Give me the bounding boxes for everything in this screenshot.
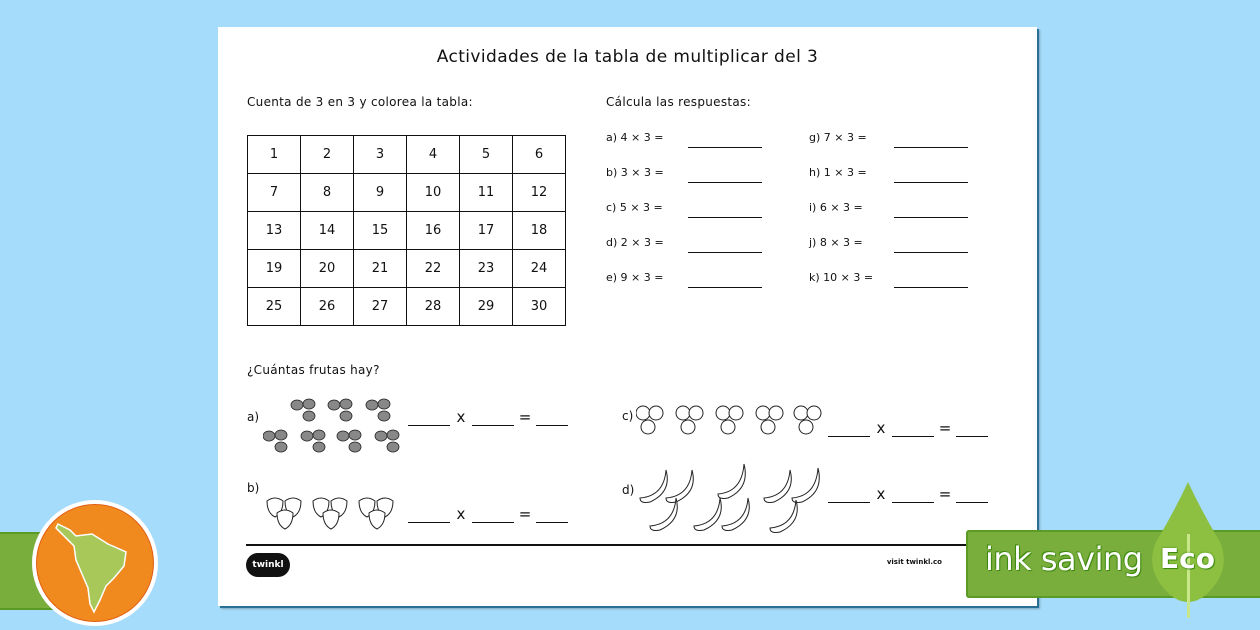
grid-cell[interactable]: 16: [407, 212, 460, 250]
equals-symbol: =: [518, 505, 532, 523]
number-grid: [247, 135, 566, 326]
answer-line[interactable]: [688, 287, 762, 288]
grid-cell[interactable]: 7: [248, 174, 301, 212]
times-symbol: x: [456, 408, 466, 426]
times-symbol: x: [876, 419, 886, 437]
grid-cell[interactable]: 11: [460, 174, 513, 212]
fruit-section-label: ¿Cuántas frutas hay?: [247, 363, 380, 377]
blank-per-group[interactable]: [892, 422, 934, 437]
blank-per-group[interactable]: [892, 488, 934, 503]
answer-line[interactable]: [894, 147, 968, 148]
grid-cell[interactable]: 29: [460, 288, 513, 326]
grid-cell[interactable]: 5: [460, 136, 513, 174]
equals-symbol: =: [518, 408, 532, 426]
worksheet-title: Actividades de la tabla de multiplicar del 3: [436, 47, 819, 67]
grid-row: [248, 250, 566, 288]
calc-question: i) 6 × 3 =: [809, 201, 863, 214]
grid-cell[interactable]: 12: [513, 174, 566, 212]
calc-question: k) 10 × 3 =: [809, 271, 874, 284]
blank-groups[interactable]: [828, 422, 870, 437]
count-section-label: Cuenta de 3 en 3 y colorea la tabla:: [247, 95, 473, 109]
answer-line[interactable]: [688, 147, 762, 148]
grid-cell[interactable]: 27: [354, 288, 407, 326]
ink-saving-label: ink saving: [985, 540, 1143, 578]
grid-cell[interactable]: 13: [248, 212, 301, 250]
grid-cell[interactable]: 14: [301, 212, 354, 250]
calc-questions: [606, 131, 1006, 311]
fruit-item-d-label: d): [622, 483, 635, 497]
blank-total[interactable]: [956, 488, 988, 503]
grid-cell[interactable]: 28: [407, 288, 460, 326]
blank-groups[interactable]: [828, 488, 870, 503]
answer-line[interactable]: [894, 217, 968, 218]
equals-symbol: =: [938, 485, 952, 503]
grid-cell[interactable]: 21: [354, 250, 407, 288]
calc-question: j) 8 × 3 =: [809, 236, 863, 249]
grid-cell[interactable]: 2: [301, 136, 354, 174]
eco-label: Eco: [1160, 542, 1215, 575]
grapes-icon: [263, 395, 413, 467]
grid-row: [248, 288, 566, 326]
equals-symbol: =: [938, 419, 952, 437]
fruit-item-b-label: b): [247, 481, 260, 495]
grid-cell[interactable]: 9: [354, 174, 407, 212]
blank-groups[interactable]: [408, 508, 450, 523]
grid-cell[interactable]: 18: [513, 212, 566, 250]
calc-question: h) 1 × 3 =: [809, 166, 867, 179]
twinkl-logo: twinkl: [246, 553, 290, 577]
grid-row: [248, 136, 566, 174]
strawberries-icon: [263, 493, 413, 543]
calc-section-label: Cálcula las respuestas:: [606, 95, 751, 109]
grid-cell[interactable]: 19: [248, 250, 301, 288]
blank-total[interactable]: [536, 411, 568, 426]
grid-cell[interactable]: 25: [248, 288, 301, 326]
apples-icon: [636, 403, 832, 443]
bananas-icon: [636, 460, 832, 538]
blank-per-group[interactable]: [472, 508, 514, 523]
calc-question: c) 5 × 3 =: [606, 201, 663, 214]
calc-question: g) 7 × 3 =: [809, 131, 867, 144]
grid-cell[interactable]: 30: [513, 288, 566, 326]
answer-line[interactable]: [688, 182, 762, 183]
grid-cell[interactable]: 17: [460, 212, 513, 250]
calc-question: e) 9 × 3 =: [606, 271, 664, 284]
blank-per-group[interactable]: [472, 411, 514, 426]
grid-cell[interactable]: 4: [407, 136, 460, 174]
grid-cell[interactable]: 6: [513, 136, 566, 174]
grid-cell[interactable]: 1: [248, 136, 301, 174]
blank-total[interactable]: [956, 422, 988, 437]
grid-cell[interactable]: 3: [354, 136, 407, 174]
calc-question: b) 3 × 3 =: [606, 166, 664, 179]
grid-cell[interactable]: 20: [301, 250, 354, 288]
grid-cell[interactable]: 22: [407, 250, 460, 288]
blank-groups[interactable]: [408, 411, 450, 426]
fruit-item-d-answer: [828, 485, 988, 503]
worksheet-page: [218, 27, 1037, 606]
grid-cell[interactable]: 8: [301, 174, 354, 212]
grid-cell[interactable]: 26: [301, 288, 354, 326]
calc-question: d) 2 × 3 =: [606, 236, 664, 249]
grid-row: [248, 212, 566, 250]
fruit-item-c-answer: [828, 419, 988, 437]
times-symbol: x: [456, 505, 466, 523]
answer-line[interactable]: [894, 287, 968, 288]
answer-line[interactable]: [894, 252, 968, 253]
fruit-item-a-label: a): [247, 410, 260, 424]
fruit-item-a-answer: [408, 408, 568, 426]
footer-divider: [246, 544, 1009, 546]
fruit-item-c-label: c): [622, 409, 634, 423]
answer-line[interactable]: [894, 182, 968, 183]
answer-line[interactable]: [688, 252, 762, 253]
calc-question: a) 4 × 3 =: [606, 131, 664, 144]
fruit-item-b-answer: [408, 505, 568, 523]
blank-total[interactable]: [536, 508, 568, 523]
answer-line[interactable]: [688, 217, 762, 218]
grid-row: [248, 174, 566, 212]
visit-link[interactable]: visit twinkl.co: [886, 558, 942, 566]
south-america-globe-icon: [32, 500, 158, 626]
grid-cell[interactable]: 10: [407, 174, 460, 212]
times-symbol: x: [876, 485, 886, 503]
grid-cell[interactable]: 15: [354, 212, 407, 250]
grid-cell[interactable]: 24: [513, 250, 566, 288]
grid-cell[interactable]: 23: [460, 250, 513, 288]
